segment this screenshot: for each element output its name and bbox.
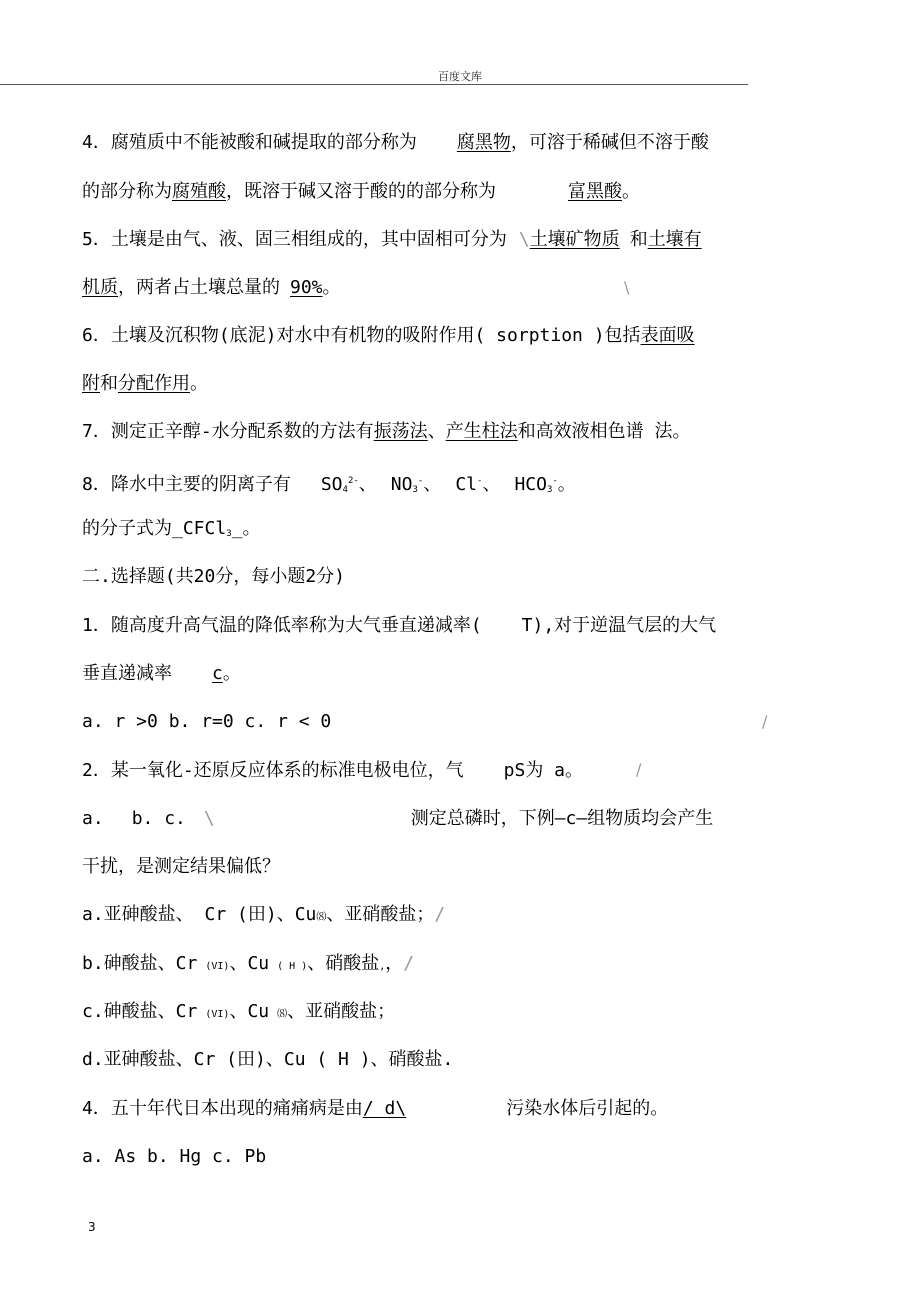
answer-generator-column: 产生柱法 xyxy=(445,421,518,442)
q6-line-2: 附和分配作用。 xyxy=(82,373,208,394)
answer-c4: / d\ xyxy=(362,1098,407,1119)
answer-c1: c xyxy=(212,663,223,684)
answer-soil-minerals: 土壤矿物质 xyxy=(529,229,620,250)
c4-line-1: 4．五十年代日本出现的痛痛病是由/ d\ 污染水体后引起的。 xyxy=(82,1098,669,1119)
stray-mark: / xyxy=(636,760,642,779)
c2-line-2: a. b. c. \ 测定总磷时，下例—c—组物质均会产生 xyxy=(82,808,714,829)
answer-partition: 分配作用 xyxy=(118,373,190,394)
option-d: d.亚砷酸盐、Cr (田)、Cu ( H )、硝酸盐. xyxy=(82,1049,454,1070)
stray-mark: / xyxy=(434,904,446,925)
stray-mark: \ xyxy=(518,229,530,250)
answer-fuzhisuan: 腐殖酸 xyxy=(172,181,226,202)
page-number: 3 xyxy=(88,1220,96,1234)
c1-line-1: 1．随高度升高气温的降低率称为大气垂直递减率( T),对于逆温气层的大气 xyxy=(82,615,717,636)
stray-mark: / xyxy=(762,712,768,731)
c1-line-2: 垂直递减率 c。 xyxy=(82,663,241,684)
section-2-title: 二.选择题(共20分，每小题2分) xyxy=(82,566,346,587)
stray-mark: \ xyxy=(624,278,630,297)
c2-line-3: 干扰，是测定结果偏低？ xyxy=(82,856,280,877)
ion-bicarbonate: $HCO_3^-$ xyxy=(514,474,558,495)
c1-options: a. r >0 b. r=0 c. r < 0 xyxy=(82,711,332,732)
stray-mark: \ xyxy=(203,808,215,829)
c4-options: a. As b. Hg c. Pb xyxy=(82,1146,267,1167)
answer-fuheiwu: 腐黑物 xyxy=(456,132,511,153)
header-divider xyxy=(0,84,748,85)
option-a: a.亚砷酸盐、 Cr (田)、Cu⑻、亚硝酸盐；/ xyxy=(82,904,446,925)
c2-line-1: 2．某一氧化-还原反应体系的标准电极电位，气 pS为 a。 xyxy=(82,760,584,781)
answer-shake-flask: 振荡法 xyxy=(373,421,428,442)
q4-line-1: 4．腐殖质中不能被酸和碱提取的部分称为 腐黑物，可溶于稀碱但不溶于酸 xyxy=(82,132,709,153)
option-b: b.砷酸盐、Cr (VI)、Cu ( H )、硝酸盐,，/ xyxy=(82,953,415,974)
page-header: 百度文库 xyxy=(438,70,482,83)
q5-line-1: 5．土壤是由气、液、固三相组成的，其中固相可分为 \土壤矿物质 和土壤有 xyxy=(82,229,702,250)
answer-surface-adsorption-1: 表面吸 xyxy=(640,325,695,346)
ion-sulfate: $SO_4^{2-}$ xyxy=(320,474,359,495)
answer-soil-organic-2: 机质 xyxy=(82,277,118,298)
answer-surface-adsorption-2: 附 xyxy=(82,373,100,394)
ion-chloride: Cl- xyxy=(455,474,483,495)
answer-percent: 90% xyxy=(290,277,323,298)
answer-soil-organic-1: 土壤有 xyxy=(647,229,702,250)
q7-line: 7．测定正辛醇-水分配系数的方法有振荡法、产生柱法和高效液相色谱 法。 xyxy=(82,421,691,442)
stray-mark: / xyxy=(403,953,415,974)
answer-fuheisuan: 富黑酸 xyxy=(568,181,622,202)
formula-line: 的分子式为_CFCl$_3$_。 xyxy=(82,518,261,539)
q4-line-2: 的部分称为腐殖酸，既溶于碱又溶于酸的的部分称为 富黑酸。 xyxy=(82,181,640,202)
q8-line: 8．降水中主要的阴离子有 $SO_4^{2-}$、 $NO_3^-$、 Cl-、 $HCO_3^-$。 xyxy=(82,474,576,495)
q5-line-2: 机质，两者占土壤总量的 90%。 xyxy=(82,277,341,298)
q6-line-1: 6．土壤及沉积物(底泥)对水中有机物的吸附作用( sorption )包括表面吸 xyxy=(82,325,695,346)
ion-nitrate: $NO_3^-$ xyxy=(390,474,424,495)
option-c: c.砷酸盐、Cr (VI)、Cu ⑻、亚硝酸盐； xyxy=(82,1001,396,1022)
